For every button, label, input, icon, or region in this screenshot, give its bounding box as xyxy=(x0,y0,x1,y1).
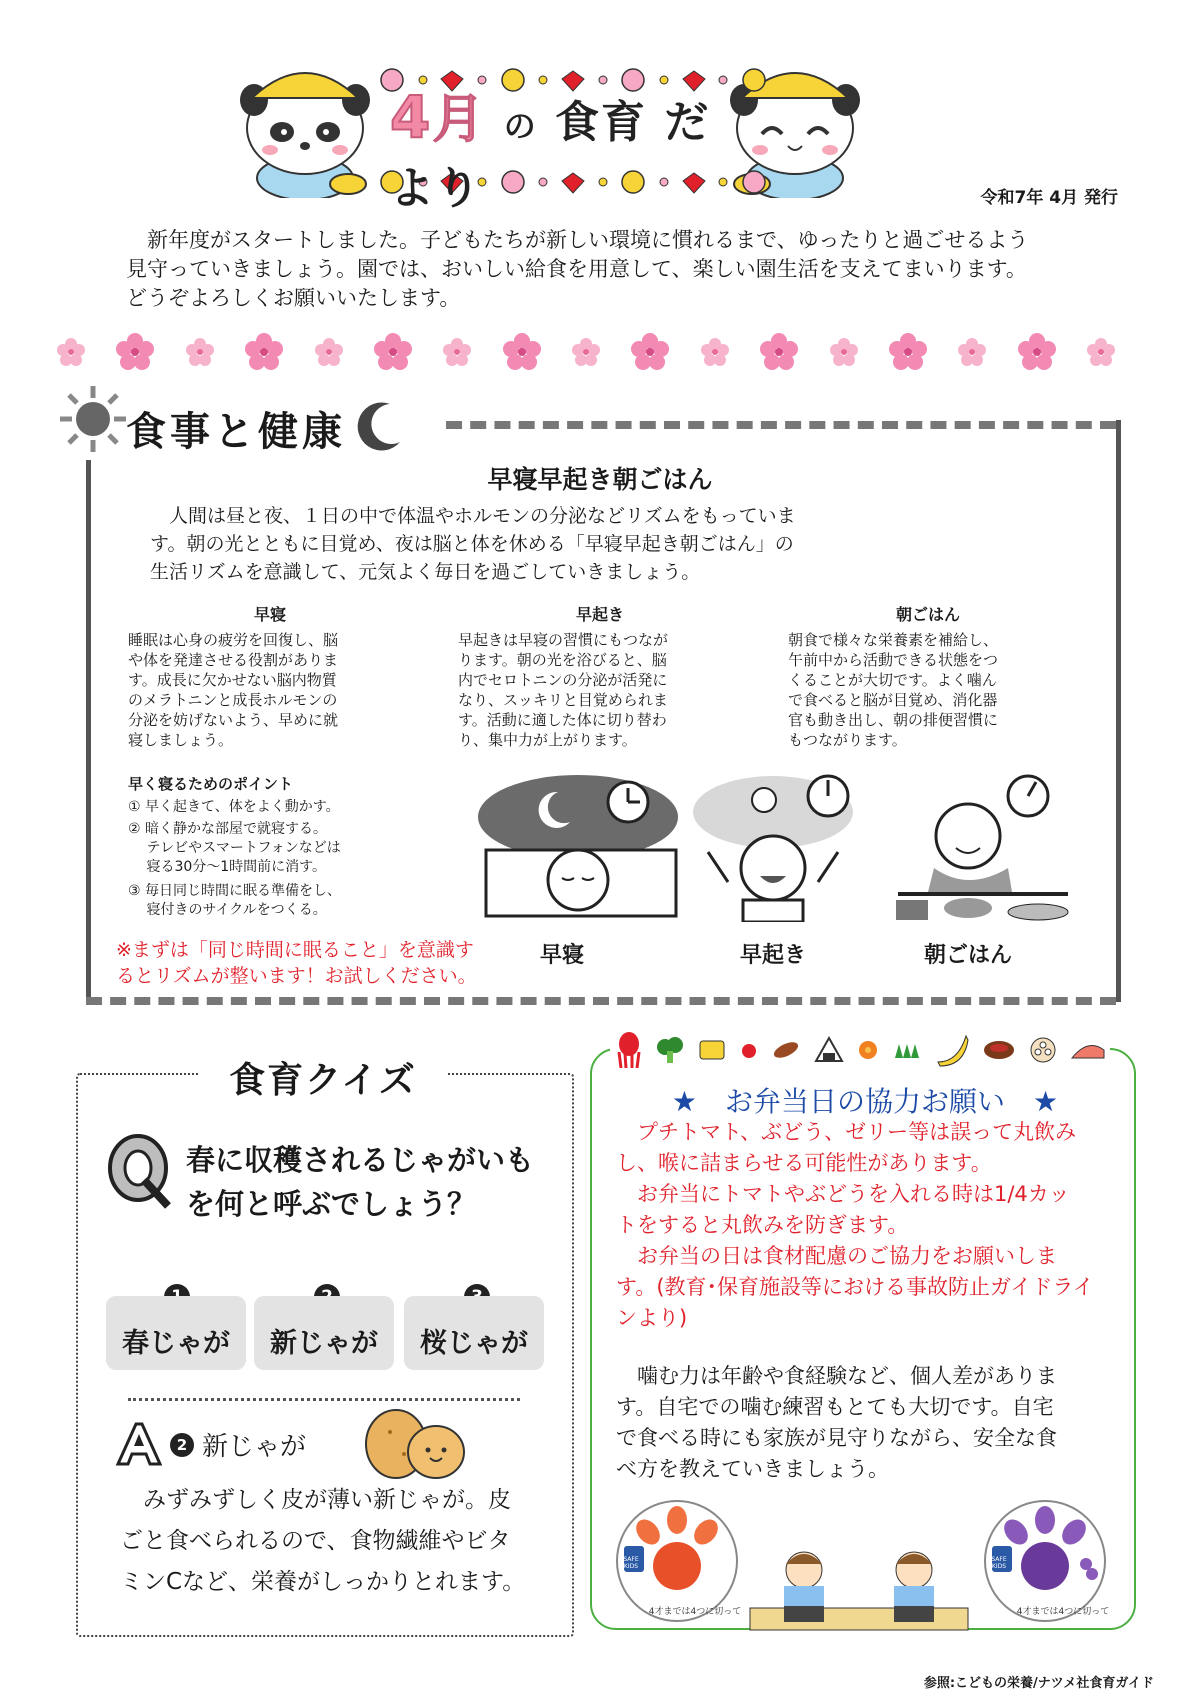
sakura-icon xyxy=(314,337,344,367)
safe-kids-logo: SAFE KIDS xyxy=(623,1556,639,1570)
shrimp-banana-icon xyxy=(934,1032,970,1068)
question-q-icon xyxy=(104,1130,176,1210)
breakfast-illustration xyxy=(878,772,1078,922)
sakura-icon xyxy=(700,337,730,367)
sakura-icon xyxy=(185,337,215,367)
column-text-hayaoki: 早起きは早寝の習慣にもつなが ります。朝の光を浴びると、脳 内でセロトニンの分泌が活発に なり、スッキリと目覚められま す。活動に適した体に切り替わ り、集中力が上がります。 xyxy=(458,631,669,749)
choice-sakura-jaga[interactable]: 桜じゃが xyxy=(404,1296,544,1370)
section1-subtitle: 早寝早起き朝ごはん xyxy=(487,465,713,494)
column-title-hayane: 早寝 xyxy=(253,605,286,624)
sakura-icon xyxy=(888,332,928,372)
sakura-icon xyxy=(829,337,859,367)
hamburger-steak-icon xyxy=(982,1038,1016,1062)
moon-icon xyxy=(350,398,406,454)
column-title-hayaoki: 早起き xyxy=(575,605,624,624)
early-rise-illustration xyxy=(688,772,858,922)
cheese-icon xyxy=(697,1035,727,1065)
title-dayori: だより xyxy=(390,96,711,214)
bento-safety-text: プチトマト、ぶどう、ゼリー等は誤って丸飲み し、喉に詰まらせる可能性があります。 お弁当にトマトやぶどうを入れる時は1/4カッ トをすると丸飲みを防ぎます。 お弁当の日は食材配慮のご協力をお願いしま す。(教育･保育施設等における事故防止ガイドライ ンより) xyxy=(616,1120,1094,1330)
title-month: 月 xyxy=(432,89,487,150)
quiz-question: 春に収穫されるじゃがいも を何と呼ぶでしょう？ xyxy=(186,1143,535,1221)
tips-title: 早く寝るためのポイント xyxy=(128,775,294,793)
onigiri-icon xyxy=(814,1035,844,1065)
sakura-icon xyxy=(442,337,472,367)
issue-date: 令和7年 4月 発行 xyxy=(980,188,1118,208)
bento-chewing-text: 噛む力は年齢や食経験など、個人差がありま す。自宅での噛む練習もとても大切です。自宅 で食べる時にも家族が見守りながら、安全な食 べ方を教えていきましょう。 xyxy=(616,1364,1057,1481)
safe-kids-logo: SAFE KIDS xyxy=(991,1556,1007,1570)
illus-label-asagohan: 朝ごはん xyxy=(924,943,1013,968)
choice-shin-jaga[interactable]: 新じゃが xyxy=(254,1296,394,1370)
sakura-row xyxy=(56,332,1116,372)
sakura-icon xyxy=(759,332,799,372)
section1-left-border xyxy=(86,460,91,1000)
tomato-icon xyxy=(740,1041,758,1059)
salmon-icon xyxy=(1070,1038,1106,1062)
sakura-icon xyxy=(630,332,670,372)
column-title-asagohan: 朝ごはん xyxy=(895,605,960,624)
section1-heading: 食事と健康 xyxy=(126,409,346,455)
badge-caption: 4才までは4つに切って xyxy=(648,1607,742,1617)
quiz-title: 食育クイズ xyxy=(229,1060,417,1101)
sakura-icon xyxy=(56,337,86,367)
sakura-icon xyxy=(957,337,987,367)
sakura-icon xyxy=(571,337,601,367)
section1-body: 人間は昼と夜、１日の中で体温やホルモンの分泌などリズムをもっていま す。朝の光とともに目覚め、夜は脳と体を休める「早寝早起き朝ごはん」の 生活リズムを意識して、元気よく毎日を過ごしていきましょう。 xyxy=(150,505,796,583)
quiz-divider xyxy=(128,1398,520,1401)
tip-item: ② 暗く静かな部屋で就寝する。 テレビやスマートフォンなどは 寝る30分～1時間前に消す。 xyxy=(128,821,341,875)
panda-left-illustration xyxy=(230,58,380,198)
sakura-icon xyxy=(244,332,284,372)
newsletter-title xyxy=(390,82,750,214)
sleep-tip-note: ※まずは「同じ時間に眠ること」を意識す るとリズムが整います！お試しください。 xyxy=(116,939,477,987)
illus-label-hayane: 早寝 xyxy=(540,943,585,968)
octopus-sausage-icon xyxy=(616,1030,642,1070)
lotus-root-icon xyxy=(1029,1036,1057,1064)
sun-icon xyxy=(58,384,128,454)
title-shokuiku: 食育 xyxy=(555,96,648,148)
children-eating-illustration xyxy=(746,1550,972,1632)
sakura-icon xyxy=(115,332,155,372)
sakura-icon xyxy=(373,332,413,372)
quiz-explanation: みずみずしく皮が薄い新じゃが。皮 ごと食べられるので、食物繊維やビタ ミンCなど、栄養がしっかりとれます。 xyxy=(120,1487,526,1595)
sakura-icon xyxy=(1017,332,1057,372)
answer-label: 新じゃが xyxy=(202,1432,307,1462)
food-icons-row xyxy=(616,1030,1106,1070)
badge-caption: 4才までは4つに切って xyxy=(1016,1607,1110,1617)
choice-haru-jaga[interactable]: 春じゃが xyxy=(106,1296,246,1370)
intro-text: 新年度がスタートしました。子どもたちが新しい環境に慣れるまで、ゆったりと過ごせるよう 見守っていきましょう。園では、おいしい給食を用意して、楽しい園生活を支えてまいります。 どうぞよろしくお願いいたします。 xyxy=(126,228,1029,310)
title-no: の xyxy=(503,106,538,145)
answer-a-icon xyxy=(112,1420,164,1468)
illus-label-hayaoki: 早起き xyxy=(740,943,807,968)
quiz-answer xyxy=(170,1426,306,1463)
broccoli-icon xyxy=(655,1035,685,1065)
column-text-hayane: 睡眠は心身の疲労を回復し、脳 や体を発達させる役割がありま す。成長に欠かせない脳内物質 のメラトニンと成長ホルモンの 分泌を妨げないよう、早めに就 寝しましょう。 xyxy=(128,631,339,749)
carrot-flower-icon xyxy=(856,1038,880,1062)
early-sleep-illustration xyxy=(478,772,688,922)
reference-note: 参照:こどもの栄養/ナツメ社食育ガイド xyxy=(923,1676,1154,1691)
sausage-icon xyxy=(771,1040,801,1060)
column-text-asagohan: 朝食で様々な栄養素を補給し、 午前中から活動できる状態をつ くることが大切です。よく噛ん で食べると脳が目覚め、消化器 官も動き出し、朝の排便習慣に もつながります。 xyxy=(788,631,999,749)
title-number: 4 xyxy=(390,82,433,151)
potato-illustration xyxy=(360,1402,470,1484)
bento-title: ★ お弁当日の協力お願い ★ xyxy=(671,1085,1059,1118)
tip-item: ③ 毎日同じ時間に眠る準備をし、 寝付きのサイクルをつくる。 xyxy=(128,883,342,918)
tip-item: ① 早く起きて、体をよく動かす。 xyxy=(128,799,340,815)
baran-icon xyxy=(893,1040,921,1060)
sakura-icon xyxy=(1086,337,1116,367)
answer-number: 2 xyxy=(170,1433,194,1457)
section1-bottom-border xyxy=(86,997,1116,1005)
sakura-icon xyxy=(502,332,542,372)
